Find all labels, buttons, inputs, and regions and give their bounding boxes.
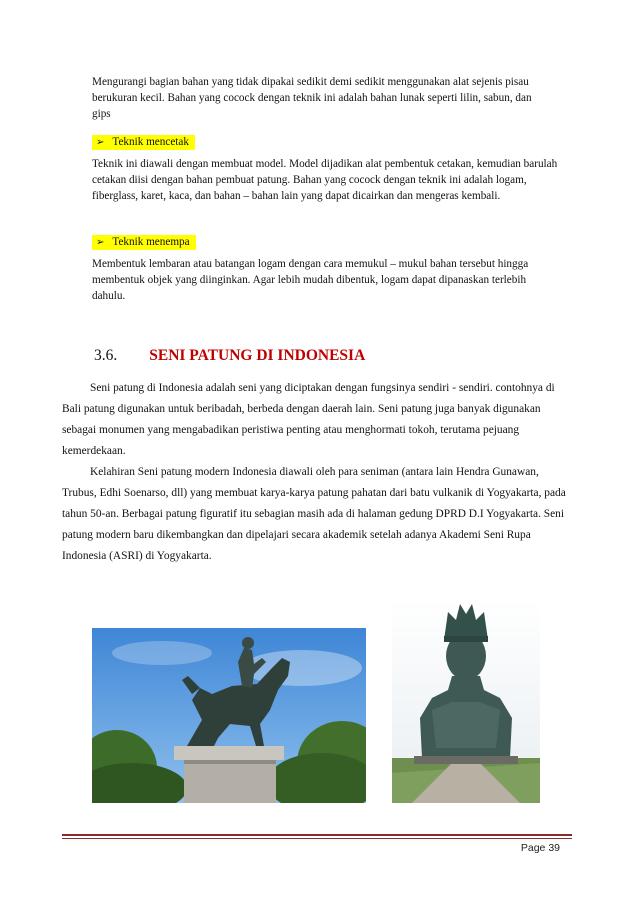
highlight-box — [92, 235, 196, 250]
page-number: Page 39 — [520, 842, 560, 854]
footer-rule-thick — [62, 834, 572, 836]
technique-menempa-text: Membentuk lembaran atau batangan logam dengan cara memukul – mukul bahan tersebut hingga membentuk objek yang diinginkan. Agar lebih mudah dibentuk, logam dapat dipanaskan terlebih dahulu. — [92, 258, 529, 303]
technique-menempa-label — [92, 232, 196, 250]
arrow-bullet-icon: ➢ — [96, 137, 105, 148]
section-title: SENI PATUNG DI INDONESIA — [149, 347, 366, 364]
footer-rule-thin — [62, 838, 572, 839]
section-number: 3.6. — [94, 347, 118, 364]
section-paragraph-1: Seni patung di Indonesia adalah seni yang diciptakan dengan fungsinya sendiri - sendiri. contohnya di Bali patung digunakan untuk beribadah, berbeda dengan daerah lain. Seni patung juga banyak digunakan sebagai monumen yang mengabadikan peristiwa penting atau menghormati tokoh, terutama pejuang kemerdekaan. — [62, 382, 555, 457]
equestrian-statue-photo — [92, 628, 366, 803]
technique-mencetak-text: Teknik ini diawali dengan membuat model. Model dijadikan alat pembentuk cetakan, kemudian barulah cetakan diisi dengan bahan pembuat patung. Bahan yang cocock dengan teknik ini adalah logam, fiberglass, karet, kaca, dan bahan – bahan lain yang dapat dicairkan dan mengeras kembali. — [92, 158, 558, 203]
section-heading — [94, 347, 365, 365]
intro-paragraph: Mengurangi bagian bahan yang tidak dipakai sedikit demi sedikit menggunakan alat sejenis pisau berukuran kecil. Bahan yang cocock dengan teknik ini adalah bahan lunak seperti lilin, sabun, dan gips — [92, 76, 532, 121]
section-paragraph-2: Kelahiran Seni patung modern Indonesia diawali oleh para seniman (antara lain Hendra Gunawan, Trubus, Edhi Soenarso, dll) yang membuat karya-karya patung pahatan dari batu vulkanik di Yogyakarta, pada tahun 50-an. Berbagai patung figuratif itu sebagian masih ada di halaman gedung DPRD D.I Yogyakarta. Seni patung modern baru dikembangkan dan dipelajari secara akademik setelah adanya Akademi Seni Rupa Indonesia (ASRI) di Yogyakarta. — [62, 466, 566, 562]
technique-mencetak-label — [92, 132, 195, 150]
arrow-bullet-icon: ➢ — [96, 237, 105, 248]
technique-mencetak-title: Teknik mencetak — [112, 136, 189, 148]
highlight-box — [92, 135, 195, 150]
bust-statue-photo — [392, 598, 540, 803]
technique-menempa-title: Teknik menempa — [112, 236, 190, 248]
